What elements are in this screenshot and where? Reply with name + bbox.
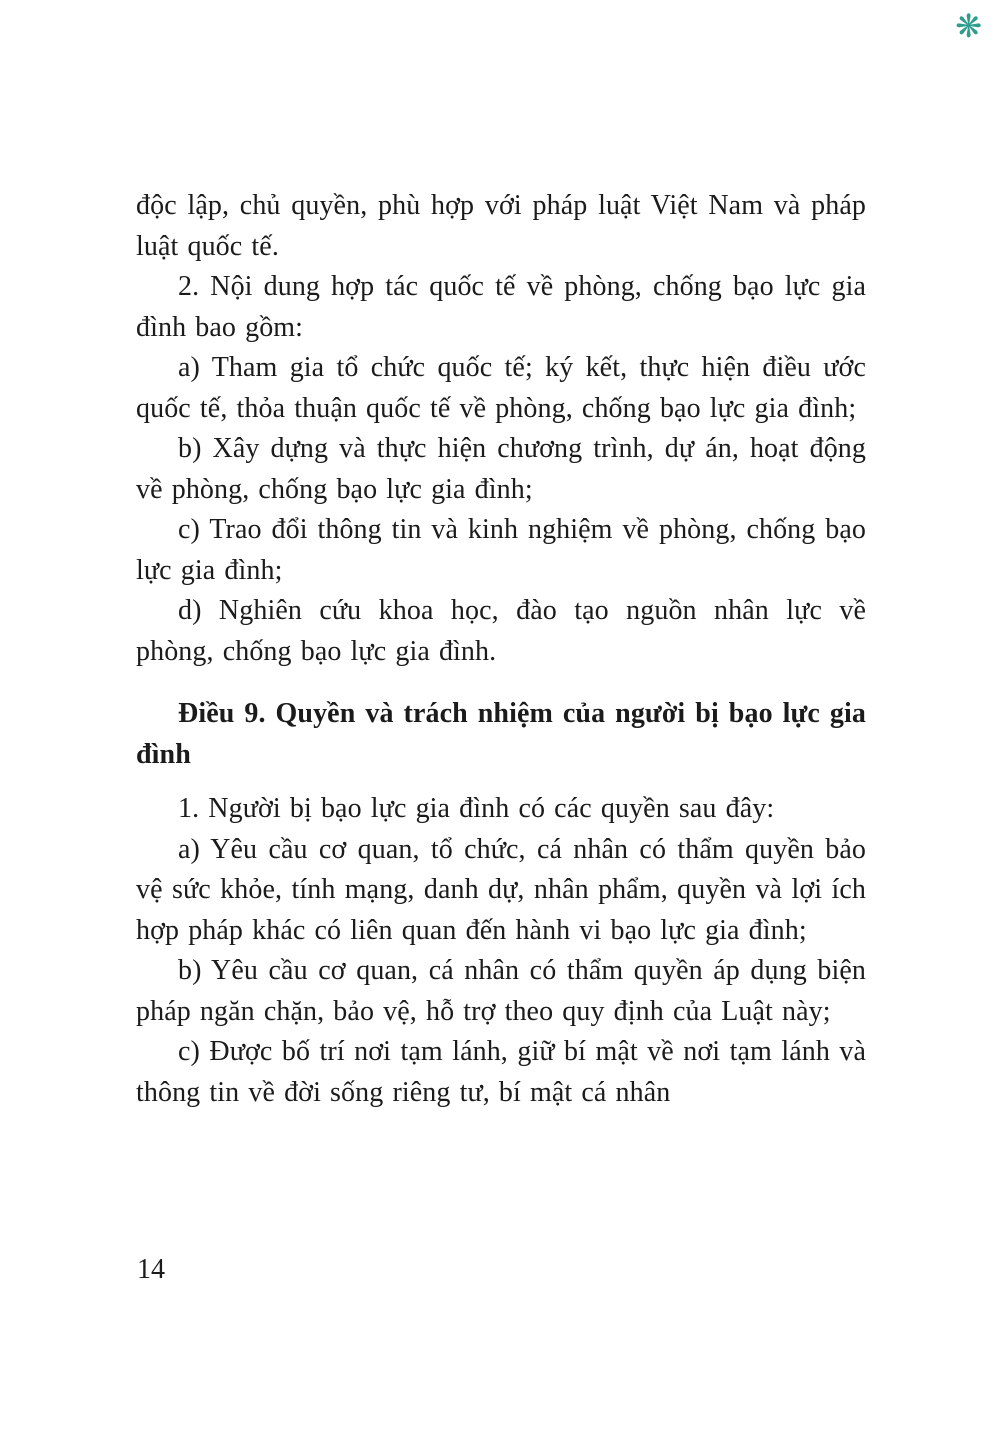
paragraph: độc lập, chủ quyền, phù hợp với pháp luật Việt Nam và pháp luật quốc tế. [136, 190, 866, 262]
paragraph: b) Yêu cầu cơ quan, cá nhân có thẩm quyền áp dụng biện pháp ngăn chặn, bảo vệ, hỗ trợ theo quy định của Luật này; [136, 955, 866, 1027]
paragraph: d) Nghiên cứu khoa học, đào tạo nguồn nhân lực về phòng, chống bạo lực gia đình. [136, 595, 866, 667]
flower-asterisk-icon: ❋ [955, 8, 982, 44]
page-number: 14 [137, 1254, 165, 1285]
paragraph: b) Xây dựng và thực hiện chương trình, dự án, hoạt động về phòng, chống bạo lực gia đình; [136, 433, 866, 505]
paragraph: c) Được bố trí nơi tạm lánh, giữ bí mật về nơi tạm lánh và thông tin về đời sống riêng tư, bí mật cá nhân [136, 1036, 866, 1108]
document-body [136, 186, 866, 1113]
paragraph: 1. Người bị bạo lực gia đình có các quyền sau đây: [178, 793, 775, 824]
paragraph: c) Trao đổi thông tin và kinh nghiệm về phòng, chống bạo lực gia đình; [136, 514, 866, 586]
paragraph: 2. Nội dung hợp tác quốc tế về phòng, chống bạo lực gia đình bao gồm: [136, 271, 866, 343]
paragraph: a) Tham gia tổ chức quốc tế; ký kết, thực hiện điều ước quốc tế, thỏa thuận quốc tế về phòng, chống bạo lực gia đình; [136, 352, 866, 424]
paragraph: a) Yêu cầu cơ quan, tổ chức, cá nhân có thẩm quyền bảo vệ sức khỏe, tính mạng, danh dự, nhân phẩm, quyền và lợi ích hợp pháp khác có liên quan đến hành vi bạo lực gia đình; [136, 833, 866, 946]
section-heading: Điều 9. Quyền và trách nhiệm của người bị bạo lực gia đình [136, 698, 866, 770]
